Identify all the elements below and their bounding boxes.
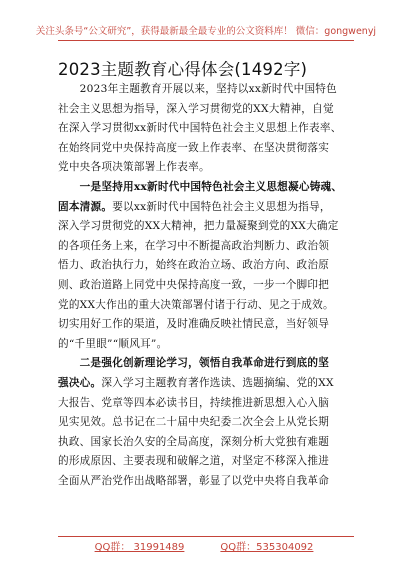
body-line-text: 深入学习主题教育著作选读、选题摘编、党的XX (101, 376, 334, 389)
body-line-bold: 二是强化创新理论学习，领悟自我革命进行到底的坚 (58, 357, 330, 370)
body-line (58, 80, 354, 100)
body-line-text: 则、政治道路上同党中央保持高度一致，一步一个脚印把 (58, 278, 330, 291)
body-line (58, 335, 354, 355)
header-banner: 关注头条号“公文研究”，获得最新最全最专业的公文资料库！ 微信：gongwenyj (58, 20, 354, 41)
body-line-text: 执政、国家长治久安的全局高度，深刻分析大党独有难题 (58, 435, 330, 448)
body-line (58, 256, 354, 276)
body-line (58, 296, 354, 316)
footer-qq-group-2: QQ群：535304092 (220, 542, 314, 553)
body-line-bold: 一是坚持用xx新时代中国特色社会主义思想凝心铸魂、 (58, 180, 343, 193)
body-line-text: 的各项任务上来，在学习中不断提高政治判断力、政治领 (58, 239, 330, 252)
body-line (58, 100, 354, 120)
body-line-text: 的形成原因、主要表现和破解之道，对坚定不移深入推进 (58, 455, 330, 468)
body-line (58, 394, 354, 414)
body-line-text: 在深入学习贯彻xx新时代中国特色社会主义思想上作表率、 (58, 122, 342, 135)
body-line-text: 党的XX大作出的重大决策部署付诸于行动、见之于成效。 (58, 298, 334, 311)
body-line-text: 深入学习贯彻党的XX大精神，把力量凝聚到党的XX大确定 (58, 220, 339, 233)
body-line-text: 要以xx新时代中国特色社会主义思想为指导， (112, 200, 331, 213)
body-line (58, 276, 354, 296)
body-line-bold: 强决心。 (58, 376, 102, 389)
body-line (58, 452, 354, 472)
body-line-text: 的“千里眼”“顺风耳”。 (58, 337, 168, 350)
body-line-text: 切实用好工作的渠道，及时准确反映社情民意，当好领导 (58, 318, 330, 331)
body-line (58, 354, 354, 374)
body-line-text: 党中央各项决策部署上作表率。 (58, 161, 210, 174)
body-line (58, 139, 354, 159)
footer-divider (58, 536, 354, 537)
body-line (58, 217, 354, 237)
document-title: 2023主题教育心得体会(1492字) (58, 60, 308, 79)
body-line (58, 119, 354, 139)
body-line (58, 374, 354, 394)
footer (0, 538, 408, 554)
document-body (58, 80, 354, 491)
body-line-text: 全面从严治党作出战略部署，彰显了以党中央将自我革命 (58, 474, 330, 487)
body-line (58, 158, 354, 178)
body-line-text: 社会主义思想为指导，深入学习贯彻党的XX大精神，自觉 (58, 102, 334, 115)
body-line (58, 315, 354, 335)
body-line (58, 413, 354, 433)
body-line-text: 大报告、党章等四本必读书目，持续推进新思想入心入脑 (58, 396, 330, 409)
body-line-text: 在始终同党中央保持高度一致上作表率、在坚决贯彻落实 (58, 141, 330, 154)
body-line-text: 悟力、政治执行力，始终在政治立场、政治方向、政治原 (58, 259, 330, 272)
footer-qq-group-1: QQ群： 31991489 (94, 542, 185, 553)
body-line (58, 433, 354, 453)
body-line (58, 237, 354, 257)
body-line (58, 472, 354, 492)
body-line-bold: 固本清源。 (58, 200, 113, 213)
body-line-text: 见实见效。总书记在二十届中央纪委二次全会上从党长期 (58, 416, 330, 429)
body-line-text: 2023年主题教育开展以来，坚持以xx新时代中国特色 (58, 83, 337, 95)
body-line (58, 198, 354, 218)
body-line (58, 178, 354, 198)
